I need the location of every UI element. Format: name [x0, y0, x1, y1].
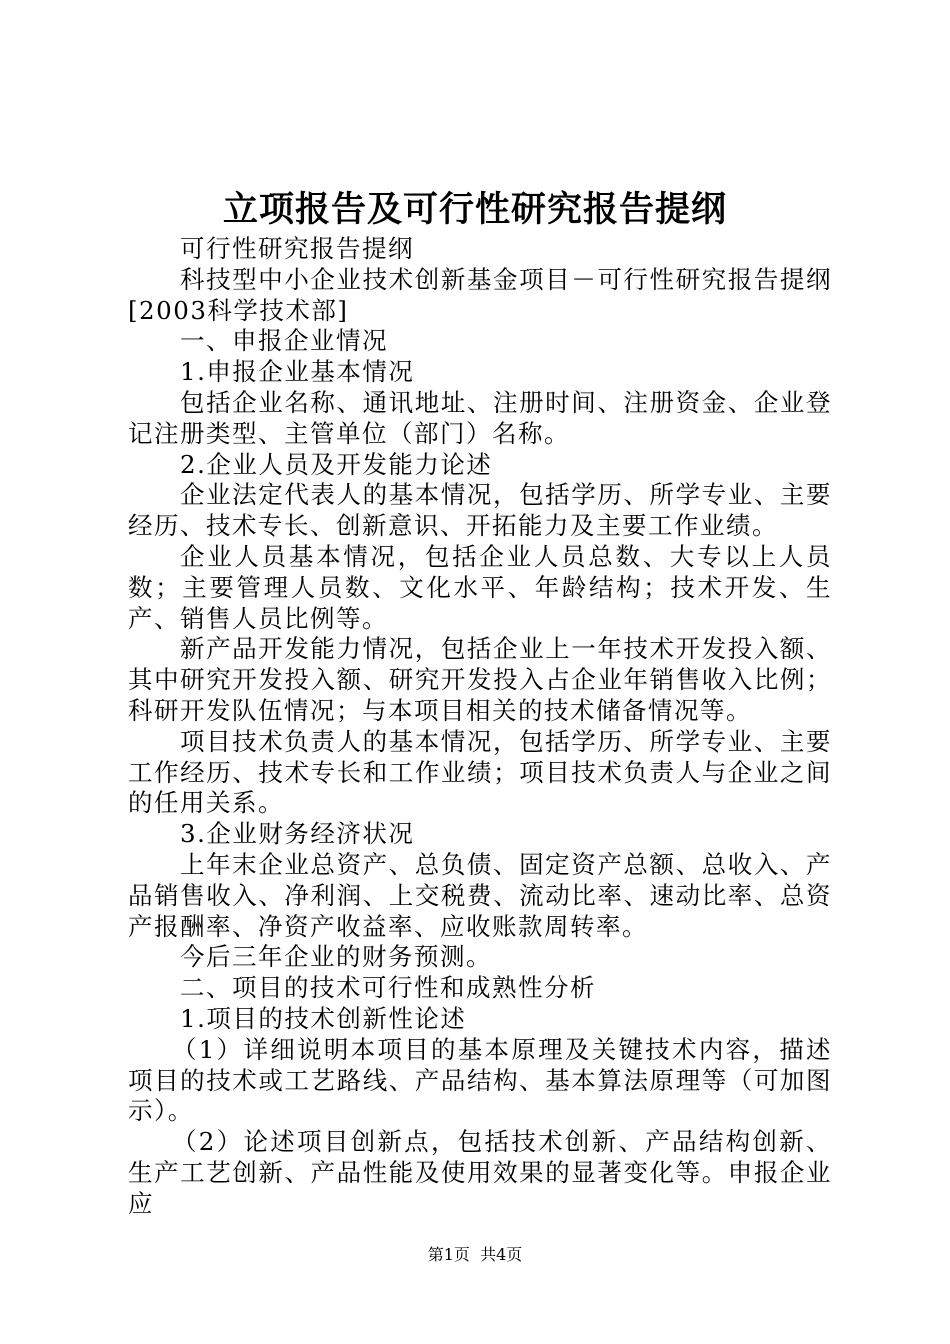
page-number: 第1页 — [427, 1245, 470, 1264]
body-paragraph: 科技型中小企业技术创新基金项目－可行性研究报告提纲[2003科学技术部] — [128, 264, 832, 325]
body-paragraph: （1）详细说明本项目的基本原理及关键技术内容，描述项目的技术或工艺路线、产品结构、基本算法原理等（可加图示）。 — [128, 1034, 832, 1126]
document-title: 立项报告及可行性研究报告提纲 — [222, 189, 727, 230]
body-paragraph: 1.项目的技术创新性论述 — [180, 1003, 467, 1033]
footer-gap — [470, 1245, 480, 1264]
body-paragraph: 1.申报企业基本情况 — [180, 357, 415, 387]
page-footer — [0, 1244, 950, 1266]
body-paragraph: 企业人员基本情况，包括企业人员总数、大专以上人员数；主要管理人员数、文化水平、年龄结构；技术开发、生产、销售人员比例等。 — [128, 541, 832, 633]
body-paragraph: 2.企业人员及开发能力论述 — [180, 449, 493, 479]
body-paragraph: （2）论述项目创新点，包括技术创新、产品结构创新、生产工艺创新、产品性能及使用效果的显著变化等。申报企业应 — [128, 1127, 832, 1218]
document-body — [128, 234, 832, 1220]
body-paragraph: 项目技术负责人的基本情况，包括学历、所学专业、主要工作经历、技术专长和工作业绩；项目技术负责人与企业之间的任用关系。 — [128, 726, 832, 818]
body-paragraph: 一、申报企业情况 — [180, 326, 388, 356]
body-paragraph: 3.企业财务经济状况 — [180, 819, 415, 849]
body-paragraph: 二、项目的技术可行性和成熟性分析 — [180, 973, 596, 1003]
page-total: 共4页 — [480, 1245, 523, 1264]
body-paragraph: 企业法定代表人的基本情况，包括学历、所学专业、主要经历、技术专长、创新意识、开拓能力及主要工作业绩。 — [128, 480, 832, 541]
body-paragraph: 可行性研究报告提纲 — [180, 234, 414, 263]
body-paragraph: 上年末企业总资产、总负债、固定资产总额、总收入、产品销售收入、净利润、上交税费、流动比率、速动比率、总资产报酬率、净资产收益率、应收账款周转率。 — [128, 849, 832, 941]
body-paragraph: 今后三年企业的财务预测。 — [180, 942, 492, 972]
body-paragraph: 新产品开发能力情况，包括企业上一年技术开发投入额、其中研究开发投入额、研究开发投入占企业年销售收入比例；科研开发队伍情况；与本项目相关的技术储备情况等。 — [128, 634, 832, 725]
body-paragraph: 包括企业名称、通讯地址、注册时间、注册资金、企业登记注册类型、主管单位（部门）名称。 — [128, 387, 832, 448]
